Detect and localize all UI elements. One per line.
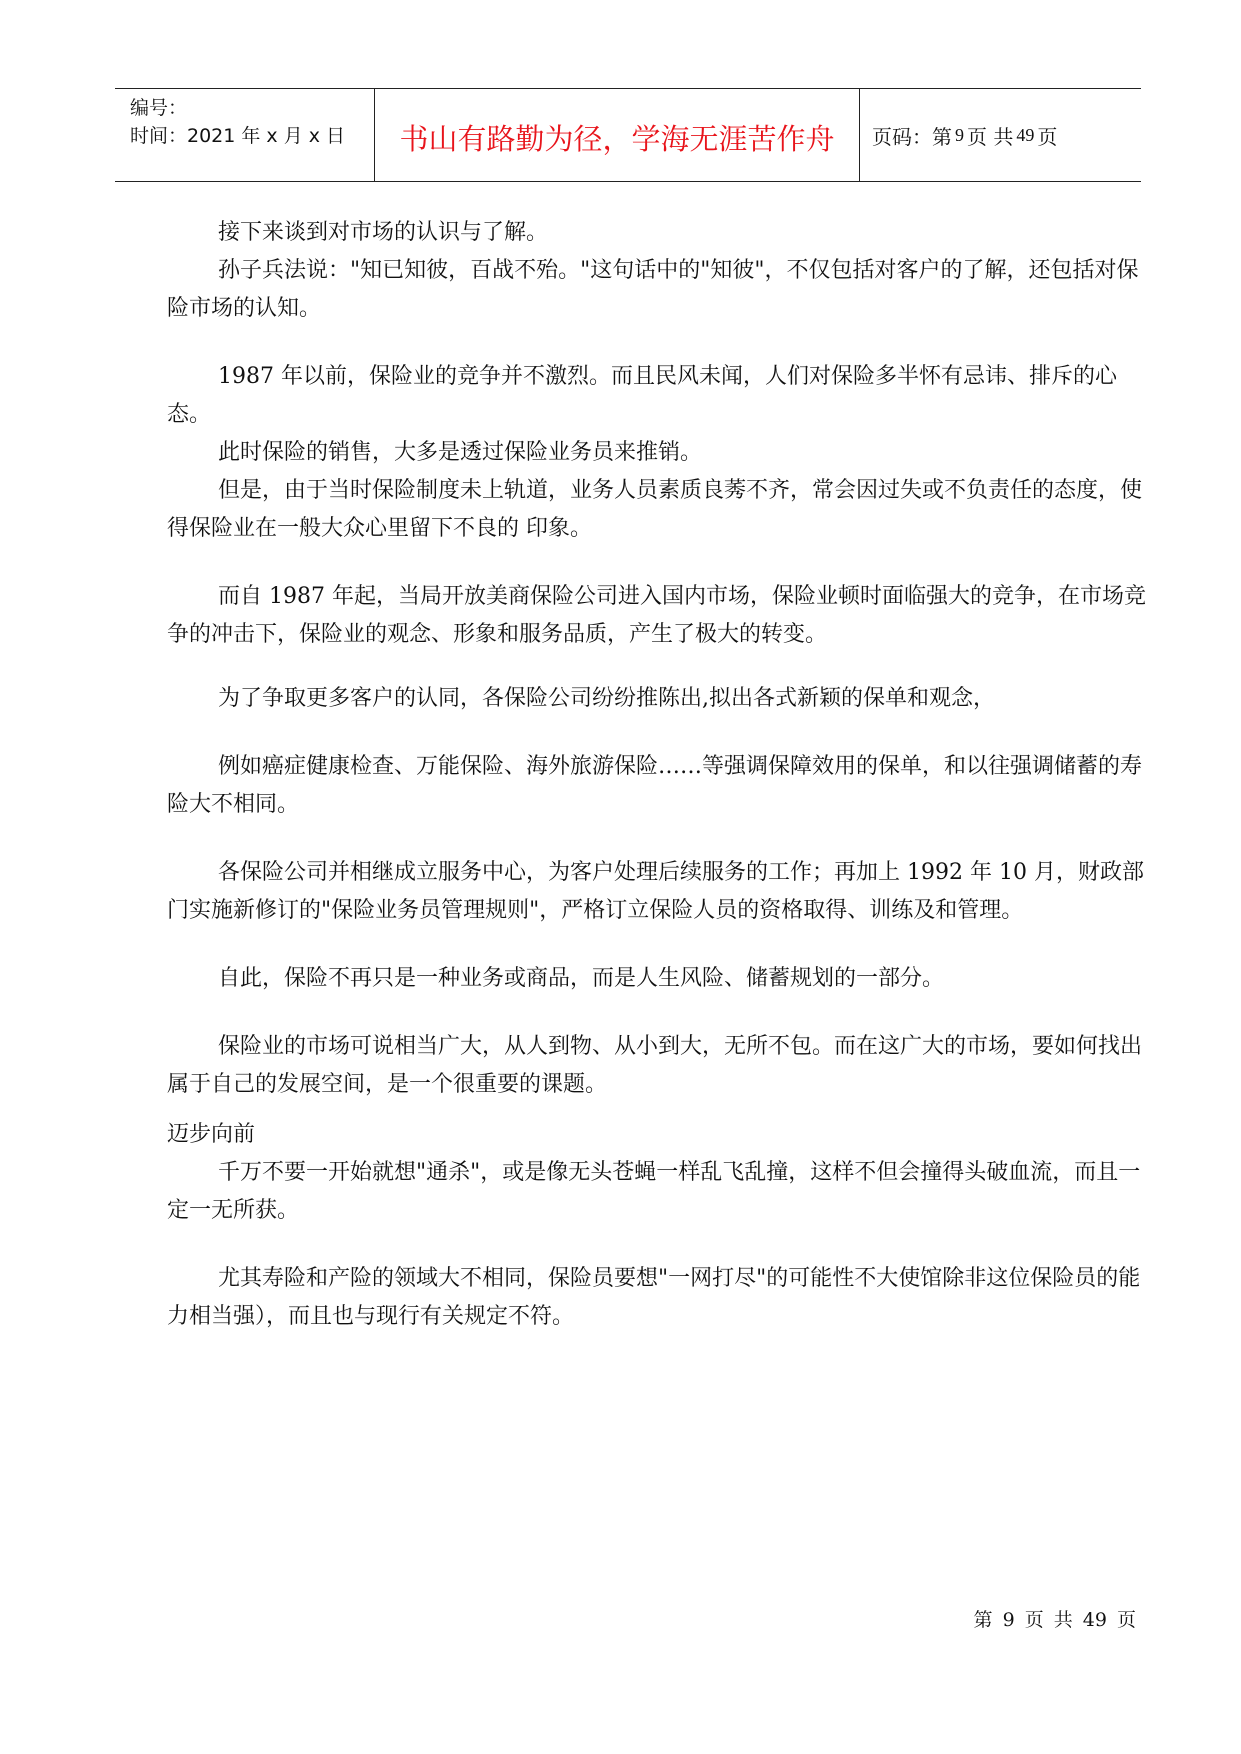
header-meta xyxy=(115,89,375,181)
page-current-number: 9 xyxy=(955,124,964,145)
header-motto: 书山有路勤为径，学海无涯苦作舟 xyxy=(375,89,860,181)
paragraph: 孙子兵法说："知已知彼，百战不殆。"这句话中的"知彼"，不仅包括对客户的了解，还包括对保险市场的认知。 xyxy=(167,258,1139,321)
paragraph: 为了争取更多客户的认同，各保险公司纷纷推陈出,拟出各式新颖的保单和观念， xyxy=(218,686,995,711)
document-number-label: 编号： xyxy=(130,97,188,119)
paragraph: 自此，保险不再只是一种业务或商品，而是人生风险、储蓄规划的一部分。 xyxy=(218,966,945,991)
page-middle: 页 共 xyxy=(967,124,1014,149)
page-total-number: 49 xyxy=(1016,124,1035,145)
header-page-info xyxy=(860,89,1141,181)
paragraph: 例如癌症健康检查、万能保险、海外旅游保险……等强调保障效用的保单，和以往强调储蓄的寿险大不相同。 xyxy=(167,754,1143,817)
page-suffix: 页 xyxy=(1037,124,1058,149)
paragraph: 1987 年以前，保险业的竞争并不激烈。而且民风未闻，人们对保险多半怀有忌讳、排斥的心态。 xyxy=(167,364,1117,427)
page-header xyxy=(115,88,1141,182)
document-body xyxy=(167,214,1147,1336)
paragraph: 此时保险的销售，大多是透过保险业务员来推销。 xyxy=(218,440,703,465)
paragraph: 接下来谈到对市场的认识与了解。 xyxy=(218,220,549,245)
paragraph: 保险业的市场可说相当广大，从人到物、从小到大，无所不包。而在这广大的市场，要如何找出属于自己的发展空间，是一个很重要的课题。 xyxy=(167,1034,1143,1097)
paragraph: 尤其寿险和产险的领域大不相同，保险员要想"一网打尽"的可能性不大使馆除非这位保险员的能力相当强），而且也与现行有关规定不符。 xyxy=(167,1266,1141,1329)
page-footer: 第 9 页 共 49 页 xyxy=(973,1609,1136,1631)
section-heading: 迈步向前 xyxy=(167,1122,256,1147)
page-prefix: 页码：第 xyxy=(872,124,952,149)
paragraph: 但是，由于当时保险制度未上轨道，业务人员素质良莠不齐，常会因过失或不负责任的态度，使得保险业在一般大众心里留下不良的 印象。 xyxy=(167,478,1143,541)
paragraph: 千万不要一开始就想"通杀"，或是像无头苍蝇一样乱飞乱撞，这样不但会撞得头破血流，而且一定一无所获。 xyxy=(167,1160,1141,1223)
document-time-label: 时间：2021 年 x 月 x 日 xyxy=(130,125,346,147)
paragraph: 各保险公司并相继成立服务中心，为客户处理后续服务的工作；再加上 1992 年 10 月，财政部门实施新修订的"保险业务员管理规则"，严格订立保险人员的资格取得、训练及和管理。 xyxy=(167,860,1144,923)
paragraph: 而自 1987 年起，当局开放美商保险公司进入国内市场，保险业顿时面临强大的竞争，在市场竞争的冲击下，保险业的观念、形象和服务品质，产生了极大的转变。 xyxy=(167,584,1146,647)
